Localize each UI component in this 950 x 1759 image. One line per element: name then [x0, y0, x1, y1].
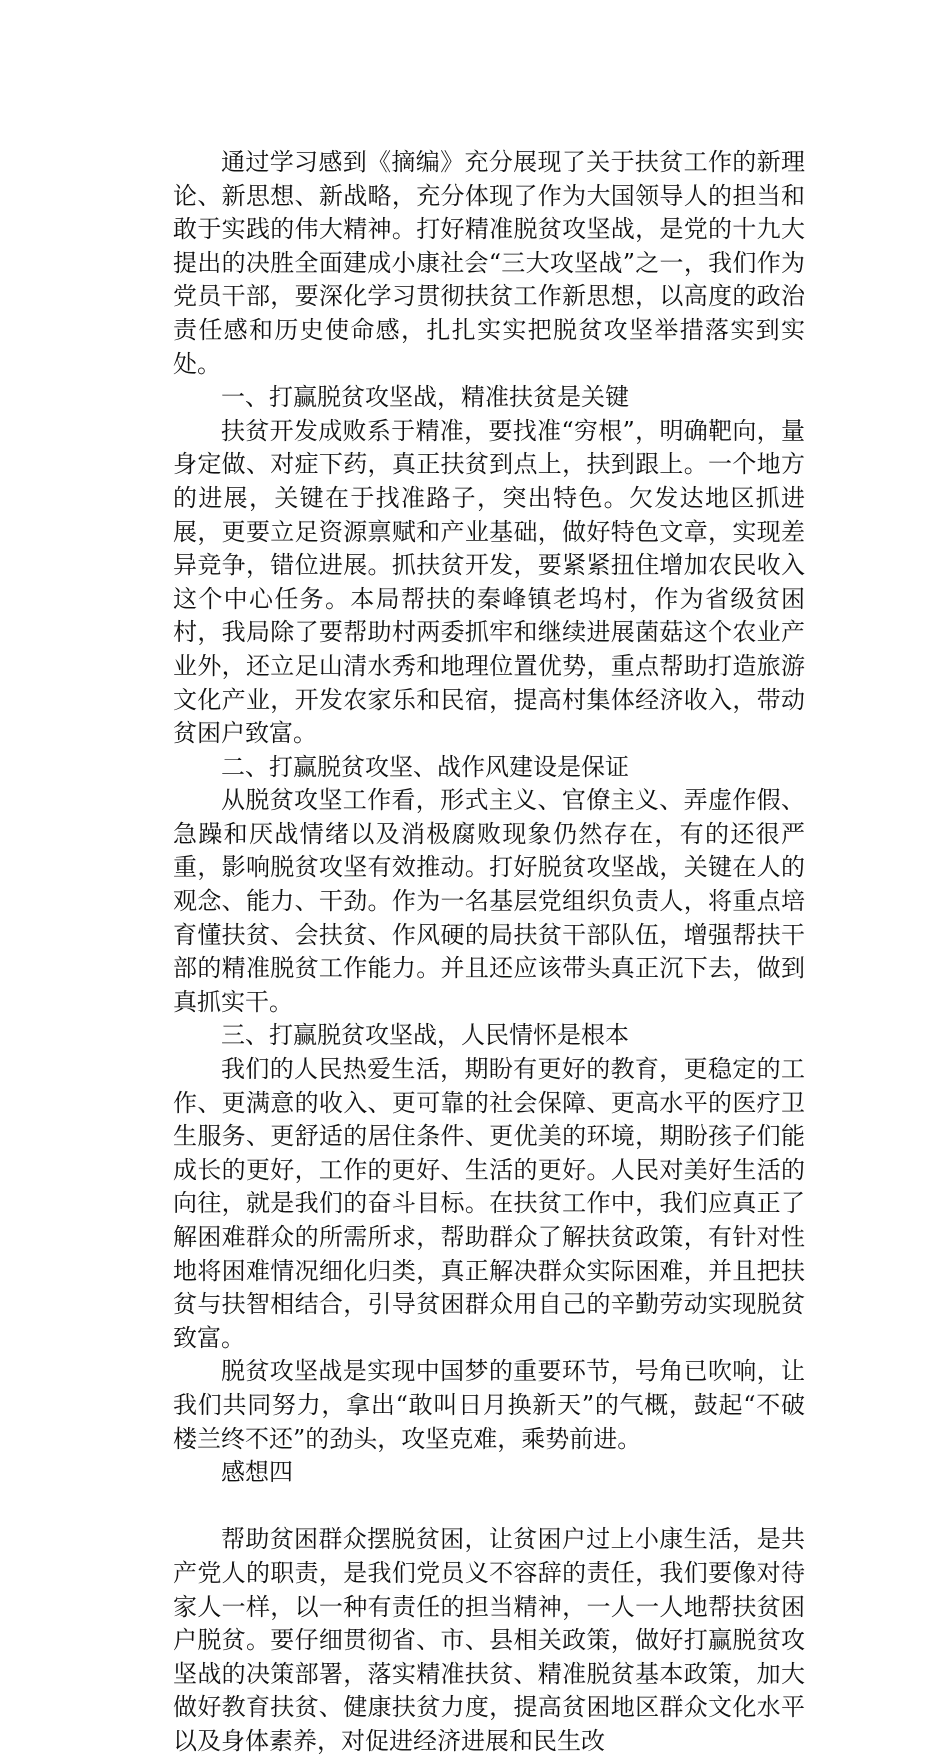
section-paragraph-3: 我们的人民热爱生活，期盼有更好的教育，更稳定的工作、更满意的收入、更可靠的社会保障、更高水平的医疗卫生服务、更舒适的居住条件、更优美的环境，期盼孩子们能成长的更好，工作的更好、生活的更好。人民对美好生活的向往，就是我们的奋斗目标。在扶贫工作中，我们应真正了解困难群众的所需所求，帮助群众了解扶贫政策，有针对性地将困难情况细化归类，真正解决群众实际困难，并且把扶贫与扶智相结合，引导贫困群众用自己的辛勤劳动实现脱贫致富。 [173, 1055, 805, 1352]
section-heading-1: 一、打赢脱贫攻坚战，精准扶贫是关键 [221, 383, 629, 412]
section-paragraph-2: 从脱贫攻坚工作看，形式主义、官僚主义、弄虚作假、急躁和厌战情绪以及消极腐败现象仍然存在，有的还很严重，影响脱贫攻坚有效推动。打好脱贫攻坚战，关键在人的观念、能力、干劲。作为一名基层党组织负责人，将重点培育懂扶贫、会扶贫、作风硬的局扶贫干部队伍，增强帮扶干部的精准脱贫工作能力。并且还应该带头真正沉下去，做到真抓实干。 [173, 786, 805, 1016]
reflection-four-paragraph: 帮助贫困群众摆脱贫困，让贫困户过上小康生活，是共产党人的职责，是我们党员义不容辞的责任，我们要像对待家人一样，以一种有责任的担当精神，一人一人地帮扶贫困户脱贫。要仔细贯彻省、市、县相关政策，做好打赢脱贫攻坚战的决策部署，落实精准扶贫、精准脱贫基本政策，加大做好教育扶贫、健康扶贫力度，提高贫困地区群众文化水平以及身体素养，对促进经济进展和民生改 [173, 1525, 805, 1755]
intro-paragraph: 通过学习感到《摘编》充分展现了关于扶贫工作的新理论、新思想、新战略，充分体现了作为大国领导人的担当和敢于实践的伟大精神。打好精准脱贫攻坚战，是党的十九大提出的决胜全面建成小康社会“三大攻坚战”之一，我们作为党员干部，要深化学习贯彻扶贫工作新思想，以高度的政治责任感和历史使命感，扎扎实实把脱贫攻坚举措落实到实处。 [173, 148, 805, 378]
closing-paragraph: 脱贫攻坚战是实现中国梦的重要环节，号角已吹响，让我们共同努力，拿出“敢叫日月换新天”的气概，鼓起“不破楼兰终不还”的劲头，攻坚克难，乘势前进。 [173, 1357, 805, 1453]
section-heading-3: 三、打赢脱贫攻坚战，人民情怀是根本 [221, 1021, 629, 1050]
blank-line [173, 1490, 805, 1524]
section-paragraph-1: 扶贫开发成败系于精准，要找准“穷根”，明确靶向，量身定做、对症下药，真正扶贫到点上，扶到跟上。一个地方的进展，关键在于找准路子，突出特色。欠发达地区抓进展，更要立足资源禀赋和产业基础，做好特色文章，实现差异竞争，错位进展。抓扶贫开发，要紧紧扭住增加农民收入这个中心任务。本局帮扶的秦峰镇老坞村，作为省级贫困村，我局除了要帮助村两委抓牢和继续进展菌菇这个农业产业外，还立足山清水秀和地理位置优势，重点帮助打造旅游文化产业，开发农家乐和民宿，提高村集体经济收入，带动贫困户致富。 [173, 416, 805, 748]
document-body [173, 146, 805, 1759]
section-heading-2: 二、打赢脱贫攻坚、战作风建设是保证 [221, 752, 629, 781]
reflection-four-heading: 感想四 [221, 1458, 293, 1487]
